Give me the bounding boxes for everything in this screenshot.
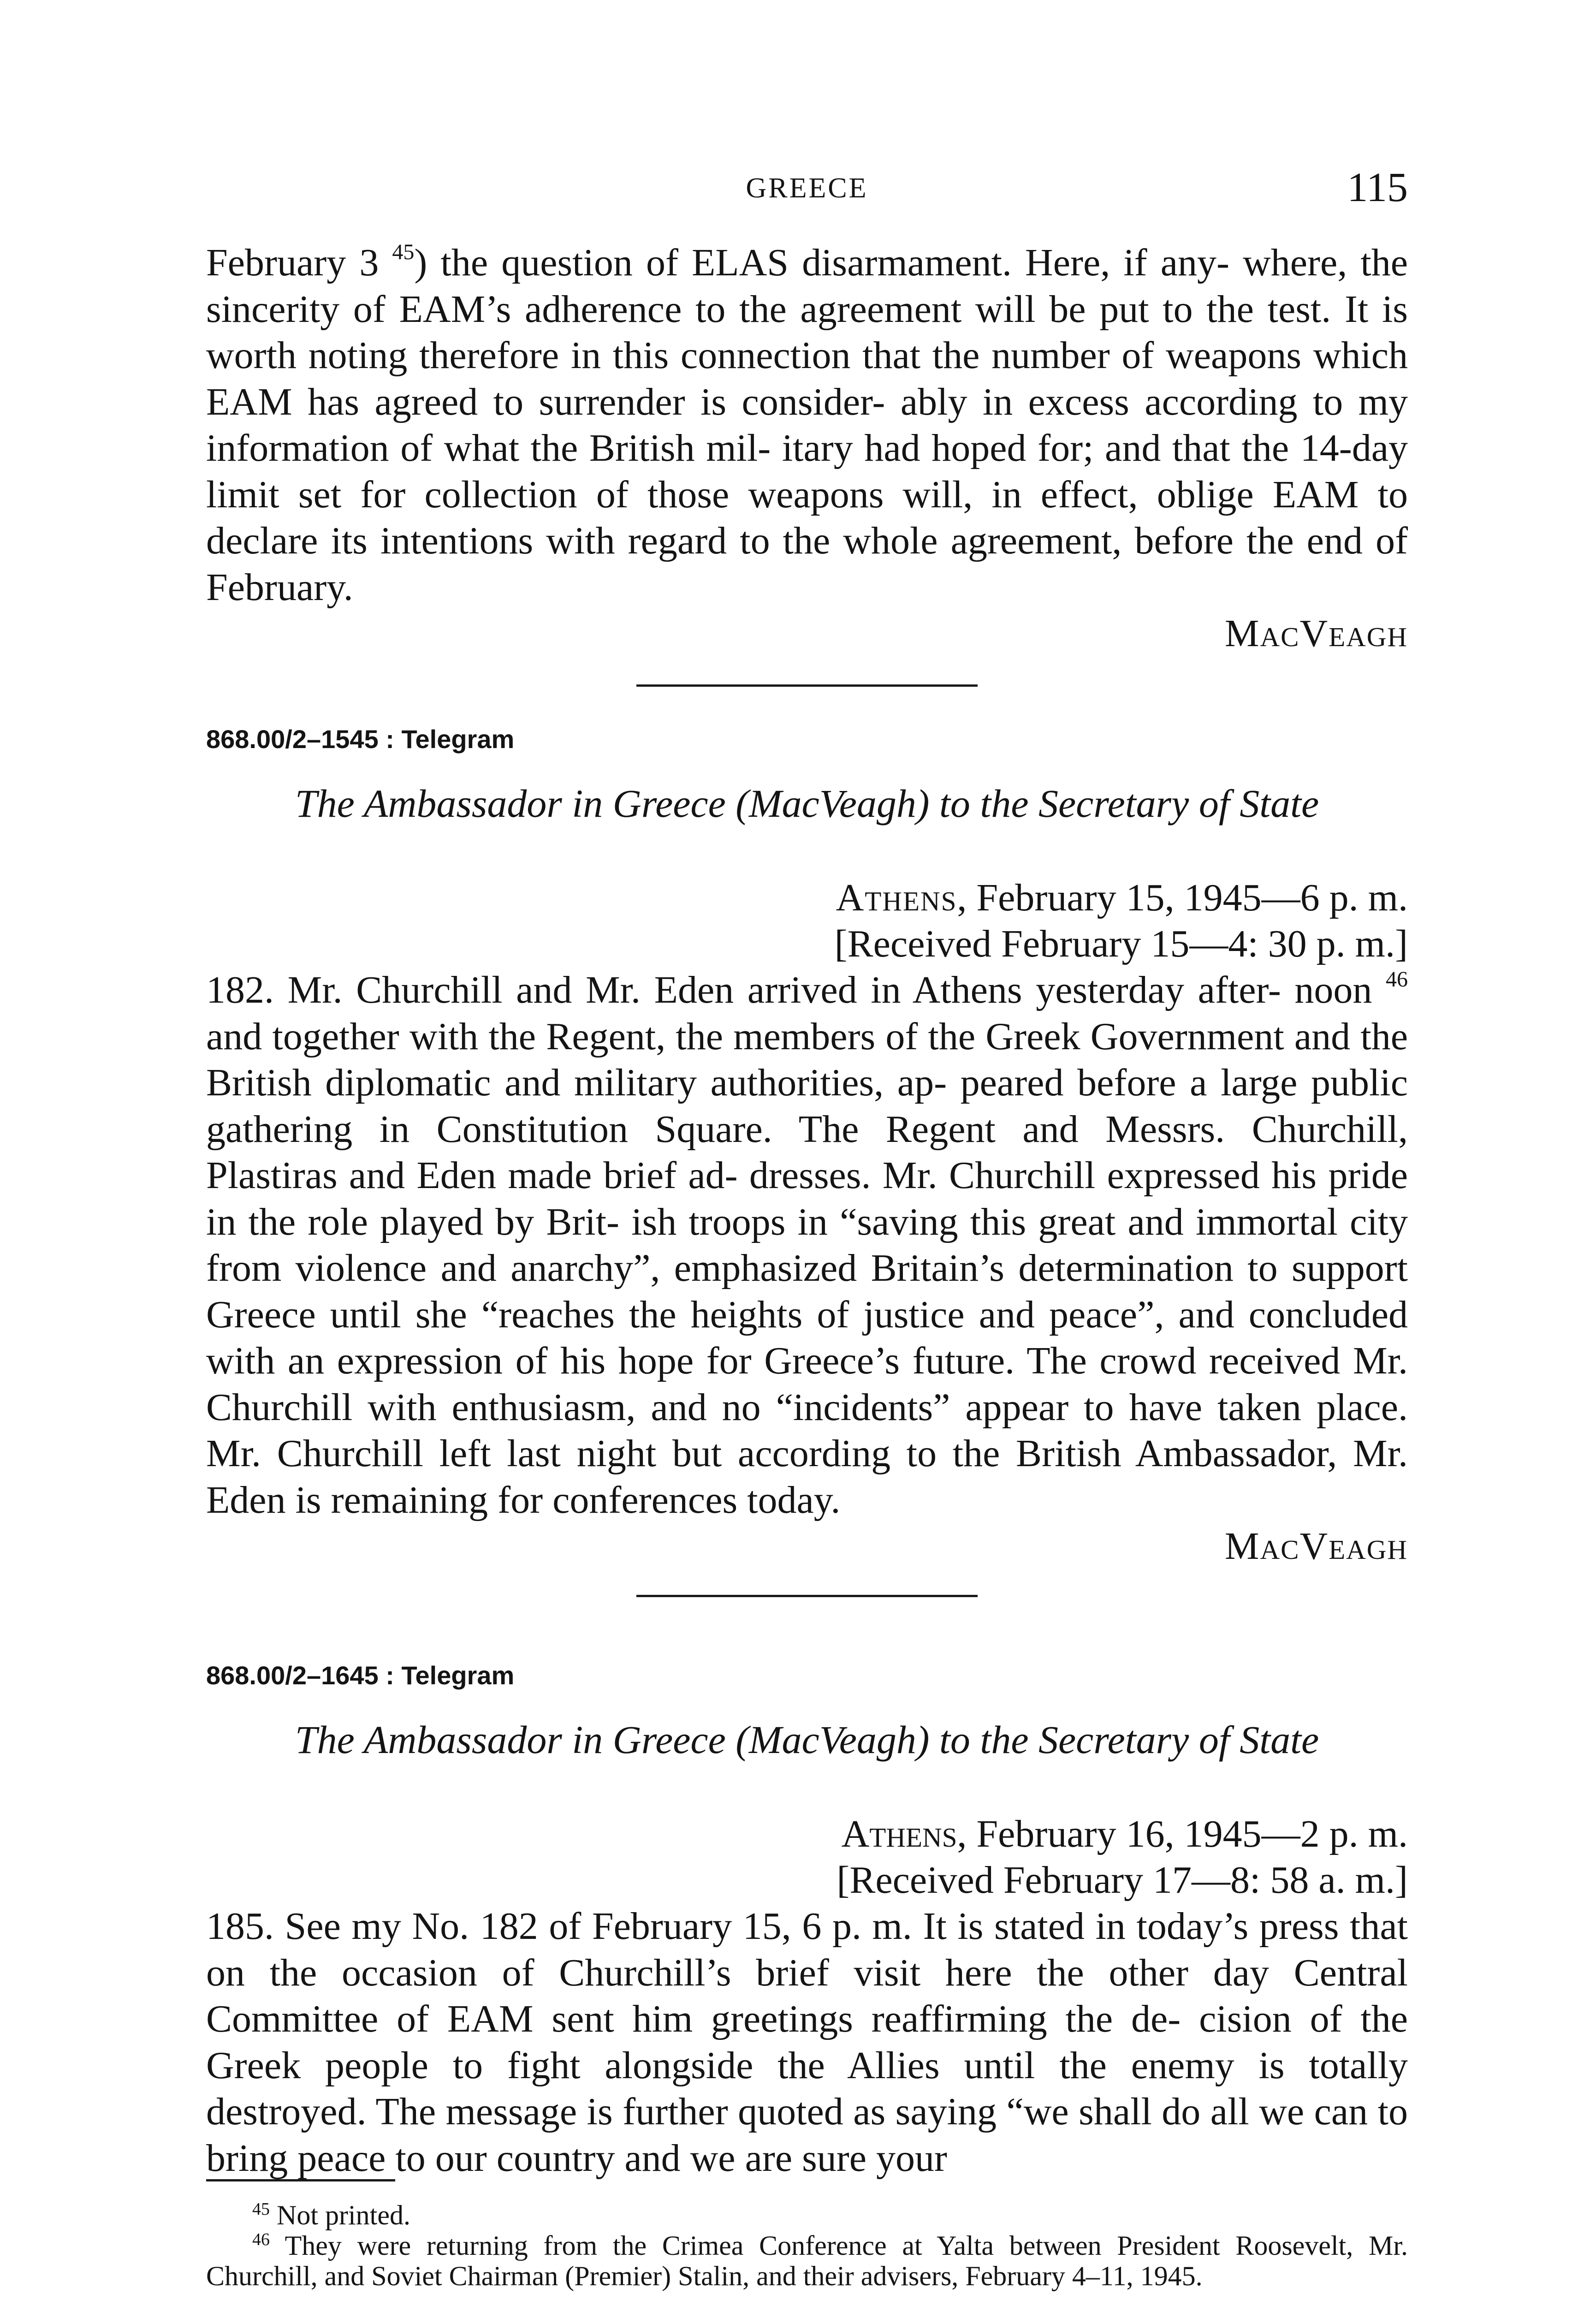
footnote-46 <box>206 2230 1408 2291</box>
footnote-ref-45[interactable]: 45 <box>392 240 415 264</box>
dateline-received: [Received February 15—4: 30 p. m.] <box>834 922 1408 965</box>
footnotes <box>206 2179 1408 2291</box>
document-title: The Ambassador in Greece (MacVeagh) to the Secretary of State <box>295 1718 1319 1762</box>
continuation-paragraph <box>206 240 1408 611</box>
footnote-mark: 45 <box>252 2199 270 2219</box>
continuation-block <box>206 240 1408 687</box>
date-sent: , February 16, 1945—2 p. m. <box>957 1813 1408 1855</box>
page-header <box>206 164 1408 214</box>
signature-macveagh-1: MacVeagh <box>1224 612 1408 655</box>
telegram-182-text-b: and together with the Regent, the members of the Greek Government and the British diplomatic and military authorities, ap- peared before a large public gathering in Constitution Square. The Regent and Messrs. Churchill, Plastiras and Eden made brief ad- dresses. Mr. Churchill expressed his pride in the role played by Brit- ish troops in “saving this great and immortal city from violence and anarchy”, emphasized Britain’s determination to support Greece until she “reaches the heights of justice and peace”, and concluded with an expression of his hope for Greece’s future. The crowd received Mr. Churchill with enthusiasm, and no “incidents” appear to have taken place. Mr. Churchill left last night but according to the British Ambassador, Mr. Eden is remaining for conferences today. <box>206 1015 1408 1521</box>
document-182 <box>206 724 1408 1597</box>
place-athens: Athens <box>836 876 957 919</box>
section-divider <box>636 1595 978 1597</box>
dateline-sent <box>206 1811 1408 1857</box>
document-title: The Ambassador in Greece (MacVeagh) to the Secretary of State <box>295 781 1319 826</box>
place-athens: Athens <box>841 1813 957 1855</box>
file-reference: 868.00/2–1545 : Telegram <box>206 725 515 754</box>
document-page <box>206 0 1408 2306</box>
telegram-185-body: 185. See my No. 182 of February 15, 6 p. m. It is stated in today’s press that on the occasion of Churchill’s brief visit here the other day Central Committee of EAM sent him greetings reaffirming the de- cision of the Greek people to fight alongside the Allies until the enemy is totally destroyed. The message is further quoted as saying “we shall do all we can to bring peace to our country and we are sure your <box>206 1905 1408 2180</box>
footnote-text: Not printed. <box>277 2200 410 2230</box>
footnote-45 <box>206 2200 1408 2230</box>
telegram-182-body <box>206 967 1408 1523</box>
footnote-mark: 46 <box>252 2230 270 2249</box>
date-sent: , February 15, 1945—6 p. m. <box>957 876 1408 919</box>
continuation-text: ) the question of ELAS disarmament. Here, if any- where, the sincerity of EAM’s adherence to the agreement will be put to the test. It is worth noting therefore in this connection that the number of weapons which EAM has agreed to surrender is consider- ably in excess according to my information of what the British mil- itary had hoped for; and that the 14-day limit set for collection of those weapons will, in effect, oblige EAM to declare its intentions with regard to the whole agreement, before the end of February. <box>206 241 1408 609</box>
footnote-ref-46[interactable]: 46 <box>1386 967 1408 992</box>
telegram-182-text-a: 182. Mr. Churchill and Mr. Eden arrived in Athens yesterday after- noon <box>206 969 1372 1011</box>
document-185 <box>206 1660 1408 2181</box>
running-head: GREECE <box>746 172 868 204</box>
section-divider <box>636 684 978 687</box>
continuation-start: February 3 <box>206 241 379 284</box>
file-reference: 868.00/2–1645 : Telegram <box>206 1661 515 1690</box>
page-number: 115 <box>1347 165 1408 210</box>
dateline-sent <box>206 875 1408 921</box>
footnote-text: They were returning from the Crimea Conference at Yalta between President Roosevelt, Mr. Churchill, and Soviet Chairman (Premier) Stalin, and their advisers, February 4–11, 1945. <box>206 2230 1408 2291</box>
dateline-received: [Received February 17—8: 58 a. m.] <box>837 1859 1408 1902</box>
signature-macveagh-2: MacVeagh <box>1224 1525 1408 1568</box>
